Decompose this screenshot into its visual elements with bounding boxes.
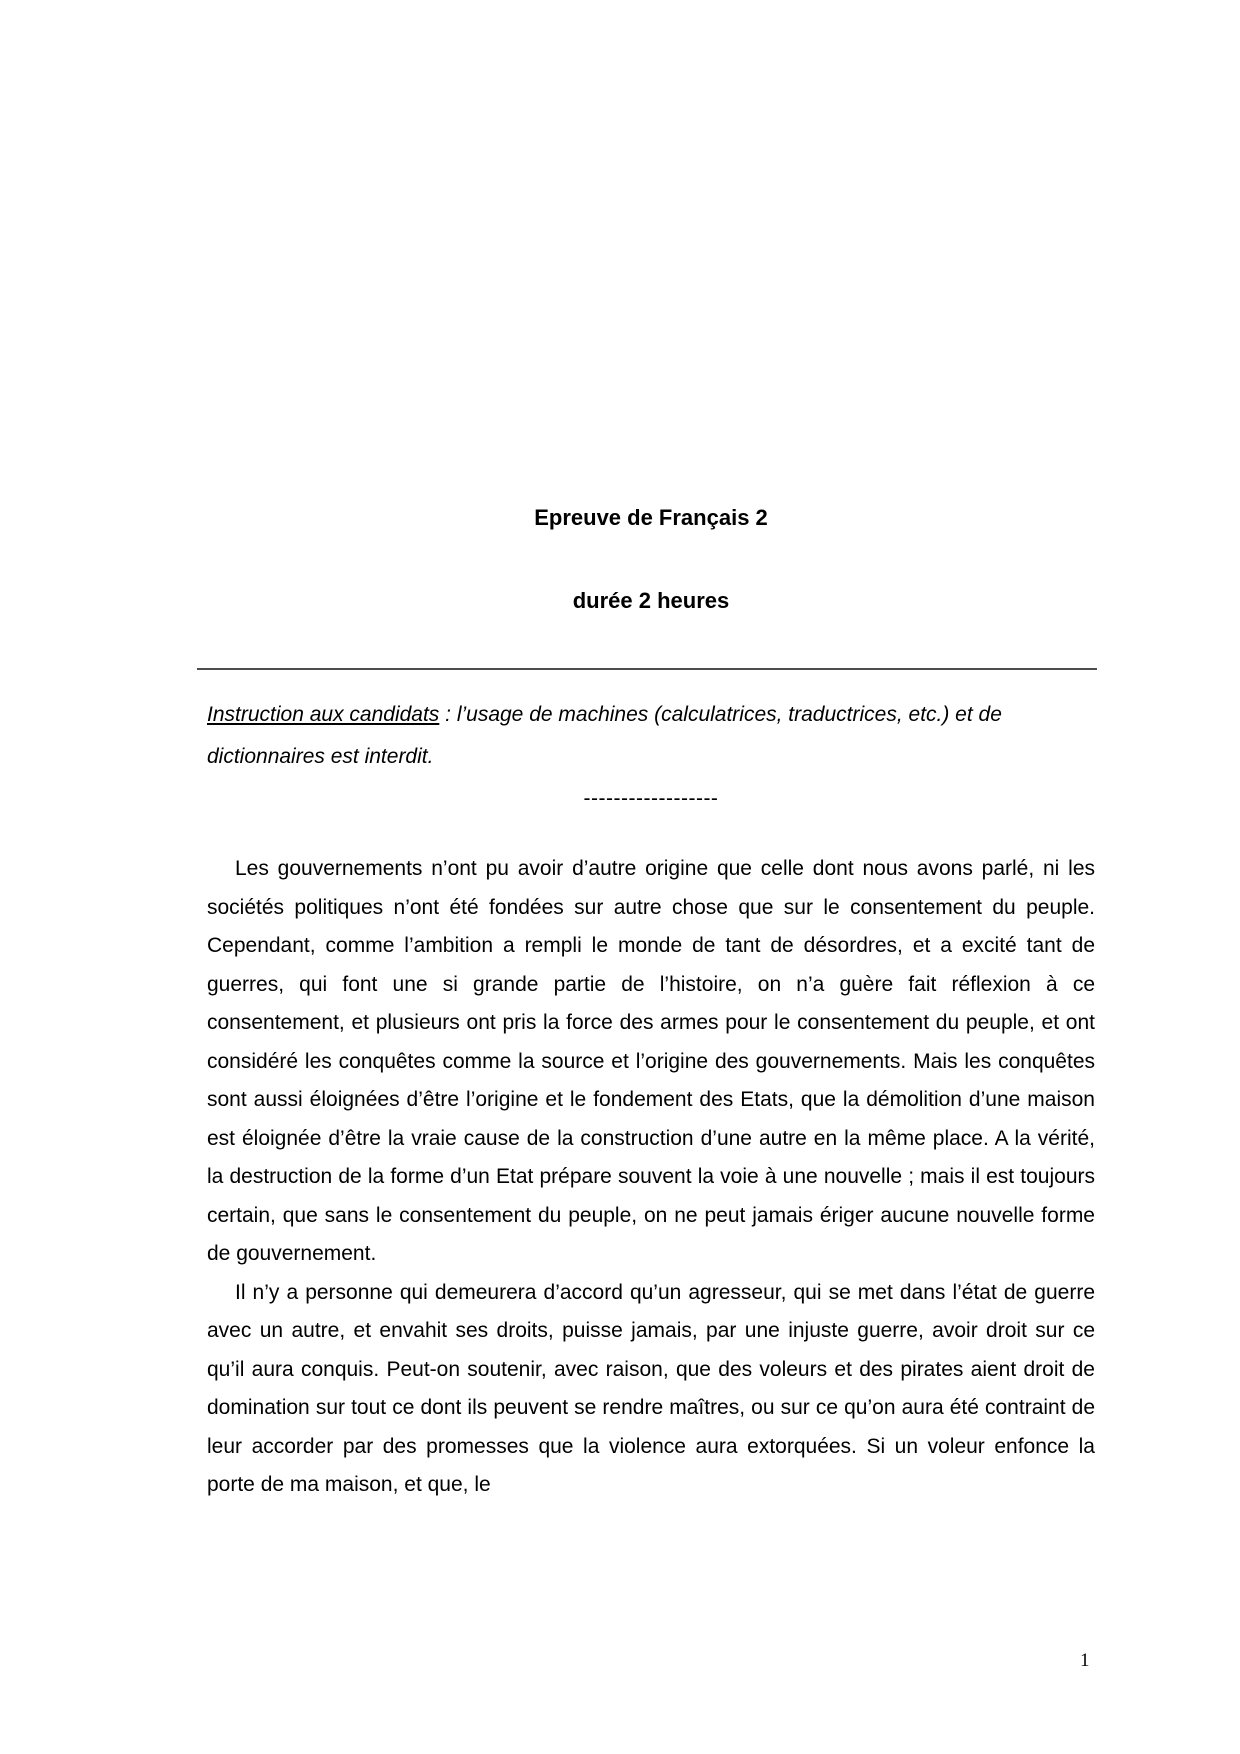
content-area (207, 0, 1095, 1505)
instructions-text: : l’usage de machines (calculatrices, traductrices, etc.) et de dictionnaires est interdit. (207, 703, 1002, 768)
instructions-paragraph (207, 694, 1095, 778)
document-subtitle: durée 2 heures (572, 588, 730, 613)
document-title: Epreuve de Français 2 (534, 505, 768, 530)
dashed-separator: ------------------ (583, 787, 719, 810)
instructions-label: Instruction aux candidats (207, 703, 440, 726)
body-text (207, 850, 1095, 1505)
body-paragraph: Les gouvernements n’ont pu avoir d’autre origine que celle dont nous avons parlé, ni les sociétés politiques n’ont été fondées sur autre chose que sur le consentement du peuple. Cependant, comme l’ambition a rempli le monde de tant de désordres, et a excité tant de guerres, qui font une si grande partie de l’histoire, on n’a guère fait réflexion à ce consentement, et plusieurs ont pris la force des armes pour le consentement du peuple, et ont considéré les conquêtes comme la source et l’origine des gouvernements. Mais les conquêtes sont aussi éloignées d’être l’origine et le fondement des Etats, que la démolition d’une maison est éloignée d’être la vraie cause de la construction d’une autre en la même place. A la vérité, la destruction de la forme d’un Etat prépare souvent la voie à une nouvelle ; mais il est toujours certain, que sans le consentement du peuple, on ne peut jamais ériger aucune nouvelle forme de gouvernement. (207, 857, 1095, 1265)
page-number: 1 (1080, 1650, 1090, 1671)
horizontal-rule (197, 668, 1097, 670)
body-paragraph: Il n’y a personne qui demeurera d’accord qu’un agresseur, qui se met dans l’état de guerre avec un autre, et envahit ses droits, puisse jamais, par une injuste guerre, avoir droit sur ce qu’il aura conquis. Peut-on soutenir, avec raison, que des voleurs et des pirates aient droit de domination sur tout ce dont ils peuvent se rendre maîtres, ou sur ce qu’on aura été contraint de leur accorder par des promesses que la violence aura extorquées. Si un voleur enfonce la porte de ma maison, et que, le (207, 1280, 1095, 1496)
